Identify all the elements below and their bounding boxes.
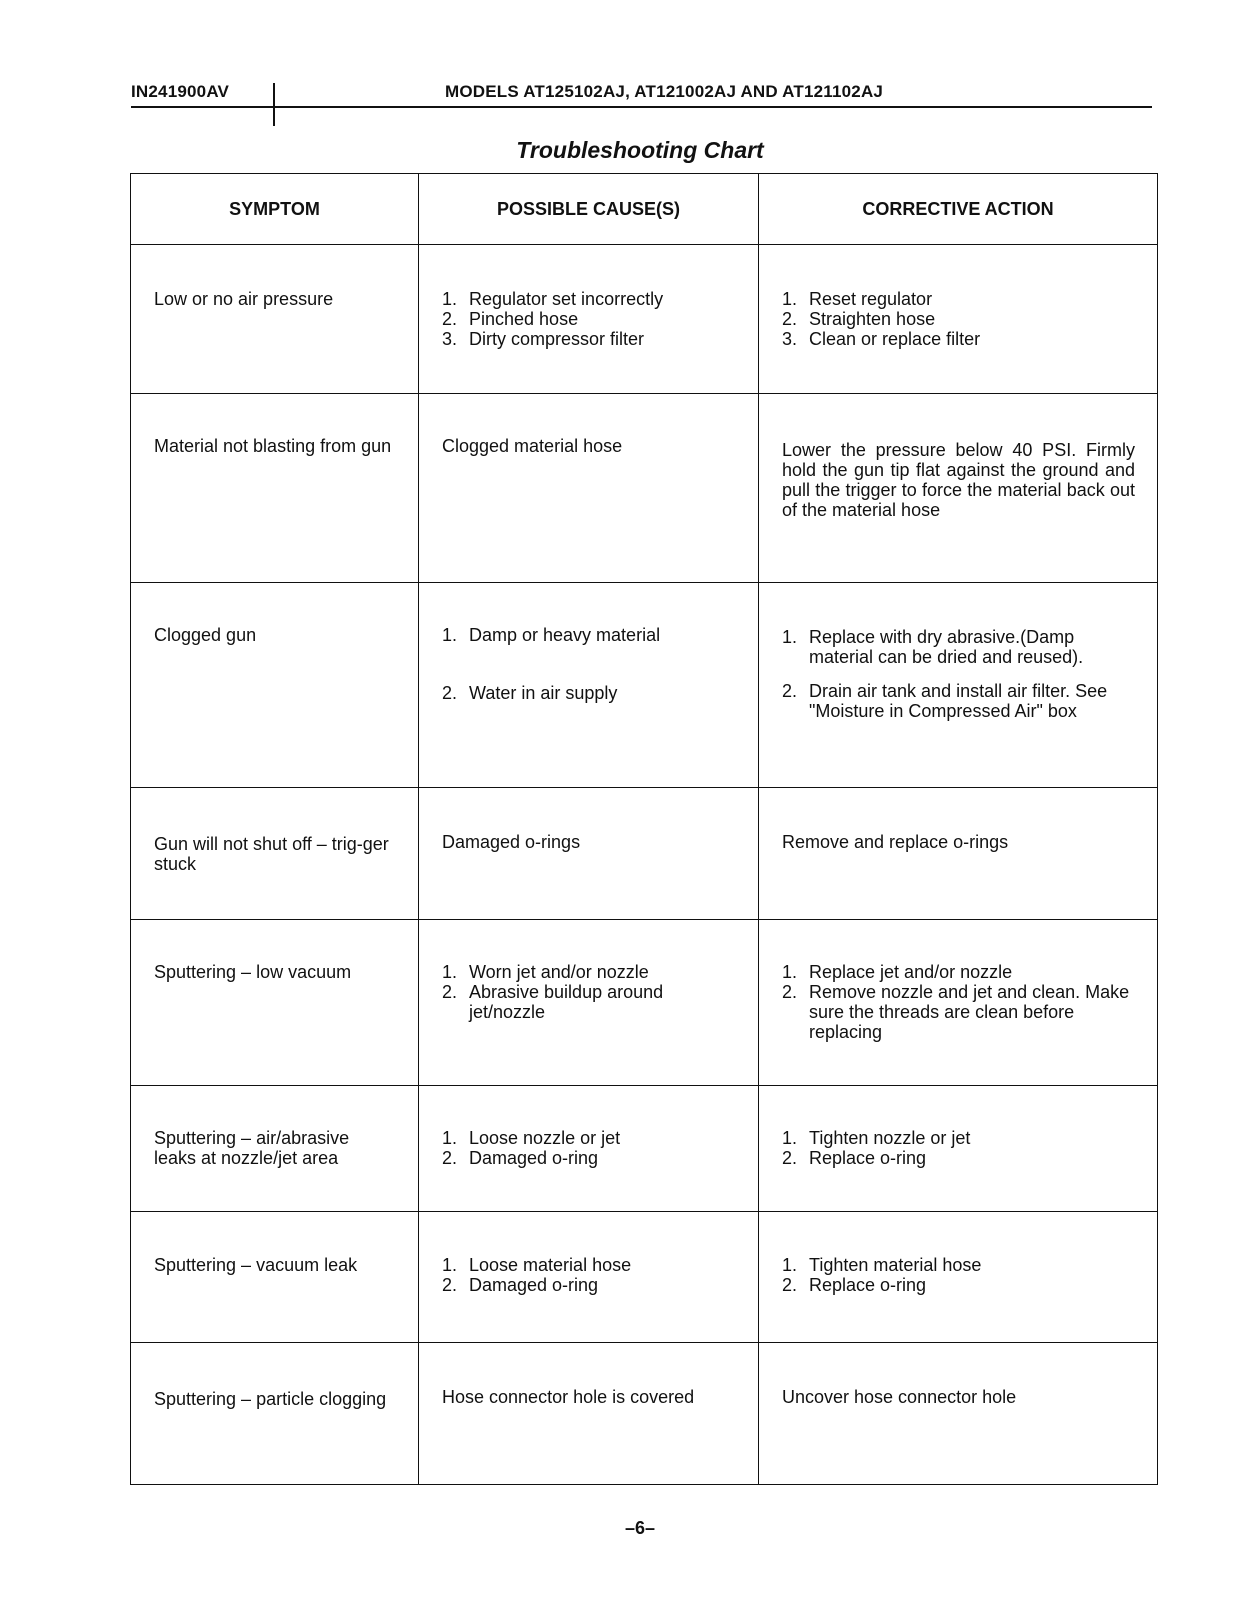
action-cell xyxy=(759,245,1157,349)
chart-title: Troubleshooting Chart xyxy=(516,137,764,163)
causes-cell xyxy=(419,245,758,349)
action-cell xyxy=(759,583,1157,721)
symptom-cell: Sputtering – particle clogging xyxy=(154,1389,387,1409)
table-row xyxy=(131,1212,1158,1343)
list-item: 3. Clean or replace filter xyxy=(782,329,981,349)
troubleshooting-table xyxy=(130,173,1158,1485)
list-item: 2. Drain air tank and install air filter. See "Moisture in Compressed Air" box xyxy=(782,681,1108,721)
list-item: 1. Regulator set incorrectly xyxy=(442,289,664,309)
action-cell xyxy=(759,1212,1157,1295)
symptom-cell: Clogged gun xyxy=(154,625,257,645)
symptom-cell: Gun will not shut off – trig-ger stuck xyxy=(154,834,389,874)
causes-cell: Clogged material hose xyxy=(442,436,623,456)
causes-cell xyxy=(419,1212,758,1295)
list-item: 1. Worn jet and/or nozzle xyxy=(442,962,649,982)
table-row xyxy=(131,920,1158,1086)
list-item: 1. Damp or heavy material xyxy=(442,625,661,645)
table-row xyxy=(131,394,1158,583)
table-row xyxy=(131,583,1158,788)
causes-cell xyxy=(419,1086,758,1168)
list-item: 2. Abrasive buildup around jet/nozzle xyxy=(442,982,664,1022)
list-item: 2. Straighten hose xyxy=(782,309,936,329)
causes-cell xyxy=(419,920,758,1022)
symptom-cell: Low or no air pressure xyxy=(154,289,334,309)
list-item: 1. Replace jet and/or nozzle xyxy=(782,962,1013,982)
list-item: 2. Replace o-ring xyxy=(782,1148,927,1168)
symptom-cell: Material not blasting from gun xyxy=(154,436,392,456)
table-row xyxy=(131,1086,1158,1212)
header-rule xyxy=(131,106,1152,108)
symptom-cell: Sputtering – vacuum leak xyxy=(154,1255,358,1275)
list-item: 1. Replace with dry abrasive.(Damp material can be dried and reused). xyxy=(782,627,1084,667)
table-header-row xyxy=(131,174,1158,245)
list-item: 2. Pinched hose xyxy=(442,309,579,329)
column-header-causes: POSSIBLE CAUSE(S) xyxy=(419,174,759,245)
models-heading: MODELS AT125102AJ, AT121002AJ AND AT121102AJ xyxy=(445,82,884,101)
header-divider xyxy=(273,83,275,126)
list-item: 2. Water in air supply xyxy=(442,683,618,703)
page-number: –6– xyxy=(624,1518,656,1538)
causes-cell: Damaged o-rings xyxy=(442,832,581,852)
column-header-symptom: SYMPTOM xyxy=(131,174,419,245)
action-cell xyxy=(759,920,1157,1042)
symptom-cell: Sputtering – air/abrasive leaks at nozzle/jet area xyxy=(154,1128,350,1168)
action-cell: Remove and replace o-rings xyxy=(782,832,1009,852)
action-cell xyxy=(759,1086,1157,1168)
symptom-cell: Sputtering – low vacuum xyxy=(154,962,352,982)
table-row xyxy=(131,1343,1158,1485)
action-cell: Lower the pressure below 40 PSI. Firmly hold the gun tip flat against the ground and pull the trigger to force the material back out of the material hose xyxy=(782,440,1135,520)
causes-cell xyxy=(419,583,758,703)
table-row xyxy=(131,245,1158,394)
list-item: 2. Damaged o-ring xyxy=(442,1148,599,1168)
list-item: 2. Damaged o-ring xyxy=(442,1275,599,1295)
document-number: IN241900AV xyxy=(131,82,230,101)
action-cell: Uncover hose connector hole xyxy=(782,1387,1017,1407)
causes-cell: Hose connector hole is covered xyxy=(442,1387,695,1407)
table-row xyxy=(131,788,1158,920)
list-item: 1. Reset regulator xyxy=(782,289,933,309)
list-item: 3. Dirty compressor filter xyxy=(442,329,645,349)
list-item: 1. Loose material hose xyxy=(442,1255,632,1275)
list-item: 1. Tighten material hose xyxy=(782,1255,982,1275)
list-item: 2. Remove nozzle and jet and clean. Make sure the threads are clean before replacing xyxy=(782,982,1130,1042)
list-item: 2. Replace o-ring xyxy=(782,1275,927,1295)
column-header-action: CORRECTIVE ACTION xyxy=(759,174,1158,245)
list-item: 1. Loose nozzle or jet xyxy=(442,1128,621,1148)
list-item: 1. Tighten nozzle or jet xyxy=(782,1128,971,1148)
